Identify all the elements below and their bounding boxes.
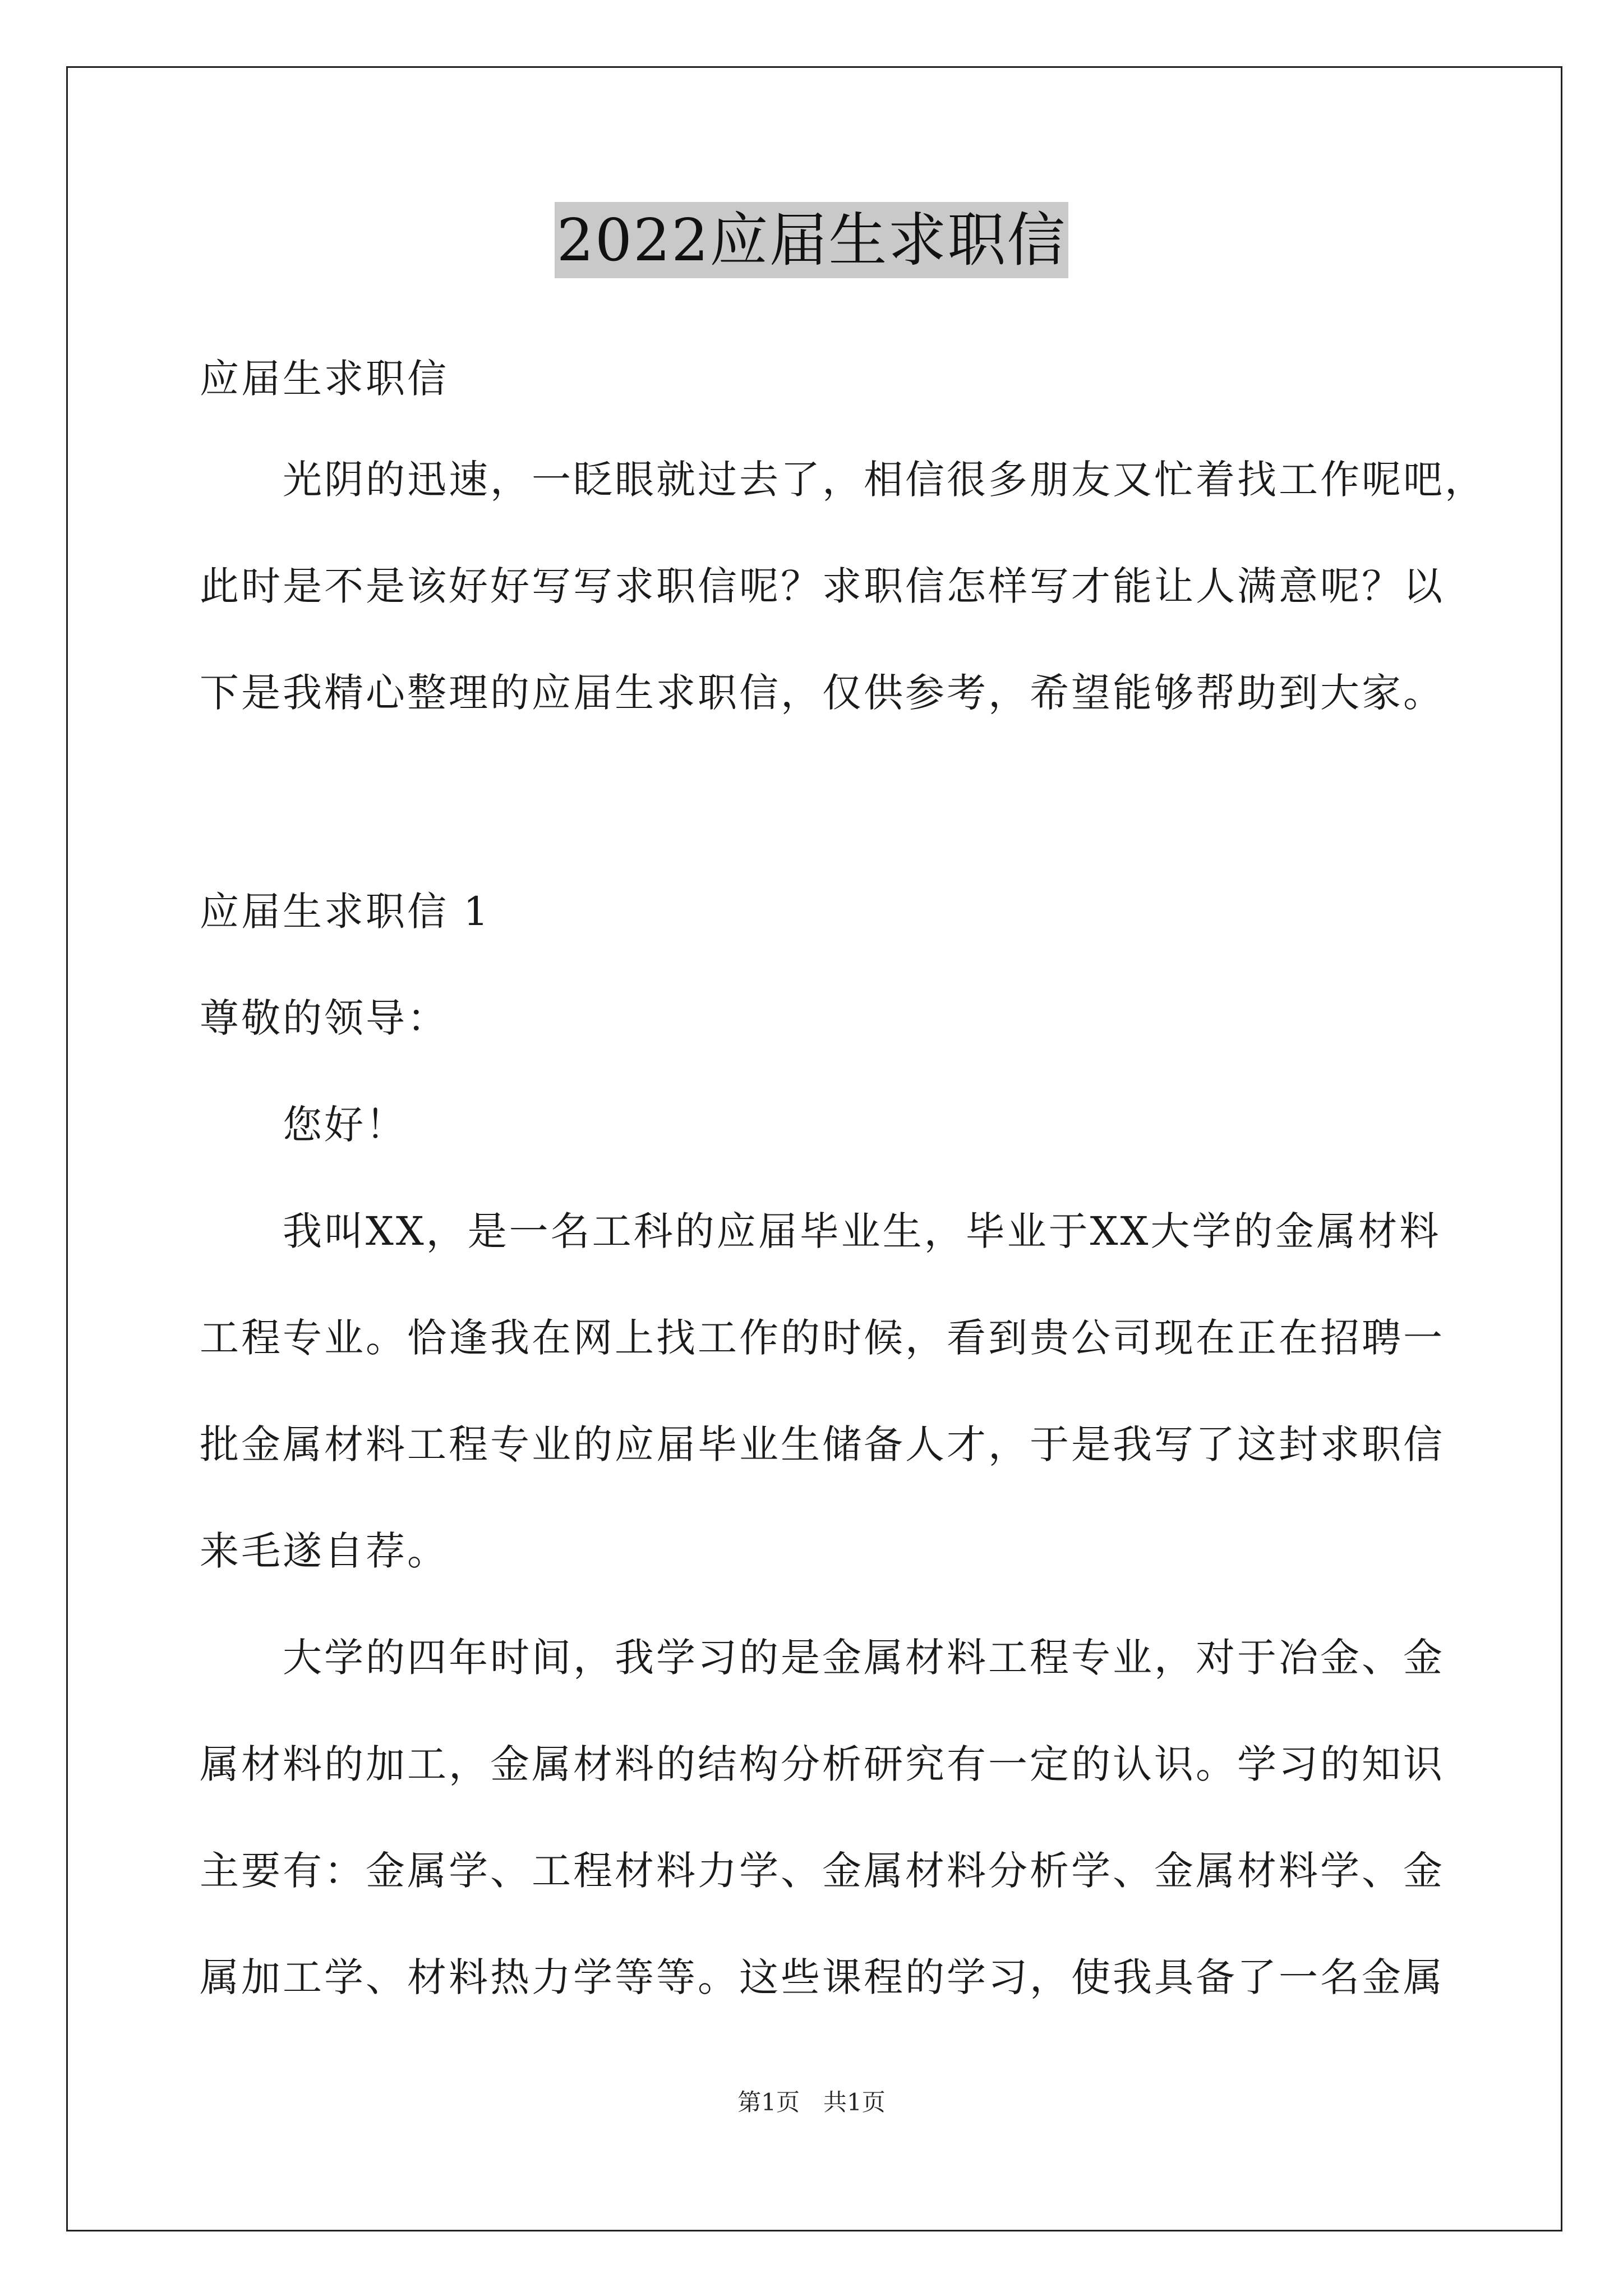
greeting: 您好！ <box>283 1102 407 1148</box>
paragraph-2-line-1: 大学的四年时间，我学习的是金属材料工程专业，对于冶金、金 <box>283 1635 1445 1681</box>
subtitle-line: 应届生求职信 <box>200 356 449 402</box>
paragraph-1-line-1: 我叫XX，是一名工科的应届毕业生，毕业于XX大学的金属材料 <box>283 1208 1441 1254</box>
intro-line-1: 光阴的迅速，一眨眼就过去了，相信很多朋友又忙着找工作呢吧， <box>283 457 1486 503</box>
paragraph-2-line-4: 属加工学、材料热力学等等。这些课程的学习，使我具备了一名金属 <box>200 1954 1445 2000</box>
intro-line-2: 此时是不是该好好写写求职信呢？求职信怎样写才能让人满意呢？以 <box>200 563 1445 609</box>
title-wrapper <box>0 202 1623 278</box>
salutation: 尊敬的领导： <box>200 995 449 1041</box>
intro-line-3: 下是我精心整理的应届生求职信，仅供参考，希望能够帮助到大家。 <box>200 670 1445 716</box>
section-heading: 应届生求职信 1 <box>200 889 491 935</box>
paragraph-2-line-2: 属材料的加工，金属材料的结构分析研究有一定的认识。学习的知识 <box>200 1741 1445 1787</box>
paragraph-1-line-4: 来毛遂自荐。 <box>200 1528 449 1574</box>
paragraph-1-line-3: 批金属材料工程专业的应届毕业生储备人才，于是我写了这封求职信 <box>200 1421 1445 1467</box>
paragraph-1-line-2: 工程专业。恰逢我在网上找工作的时候，看到贵公司现在正在招聘一 <box>200 1315 1445 1361</box>
page-footer: 第1页 共1页 <box>737 2088 886 2116</box>
document-title: 2022应届生求职信 <box>555 202 1069 278</box>
paragraph-2-line-3: 主要有：金属学、工程材料力学、金属材料分析学、金属材料学、金 <box>200 1848 1445 1894</box>
